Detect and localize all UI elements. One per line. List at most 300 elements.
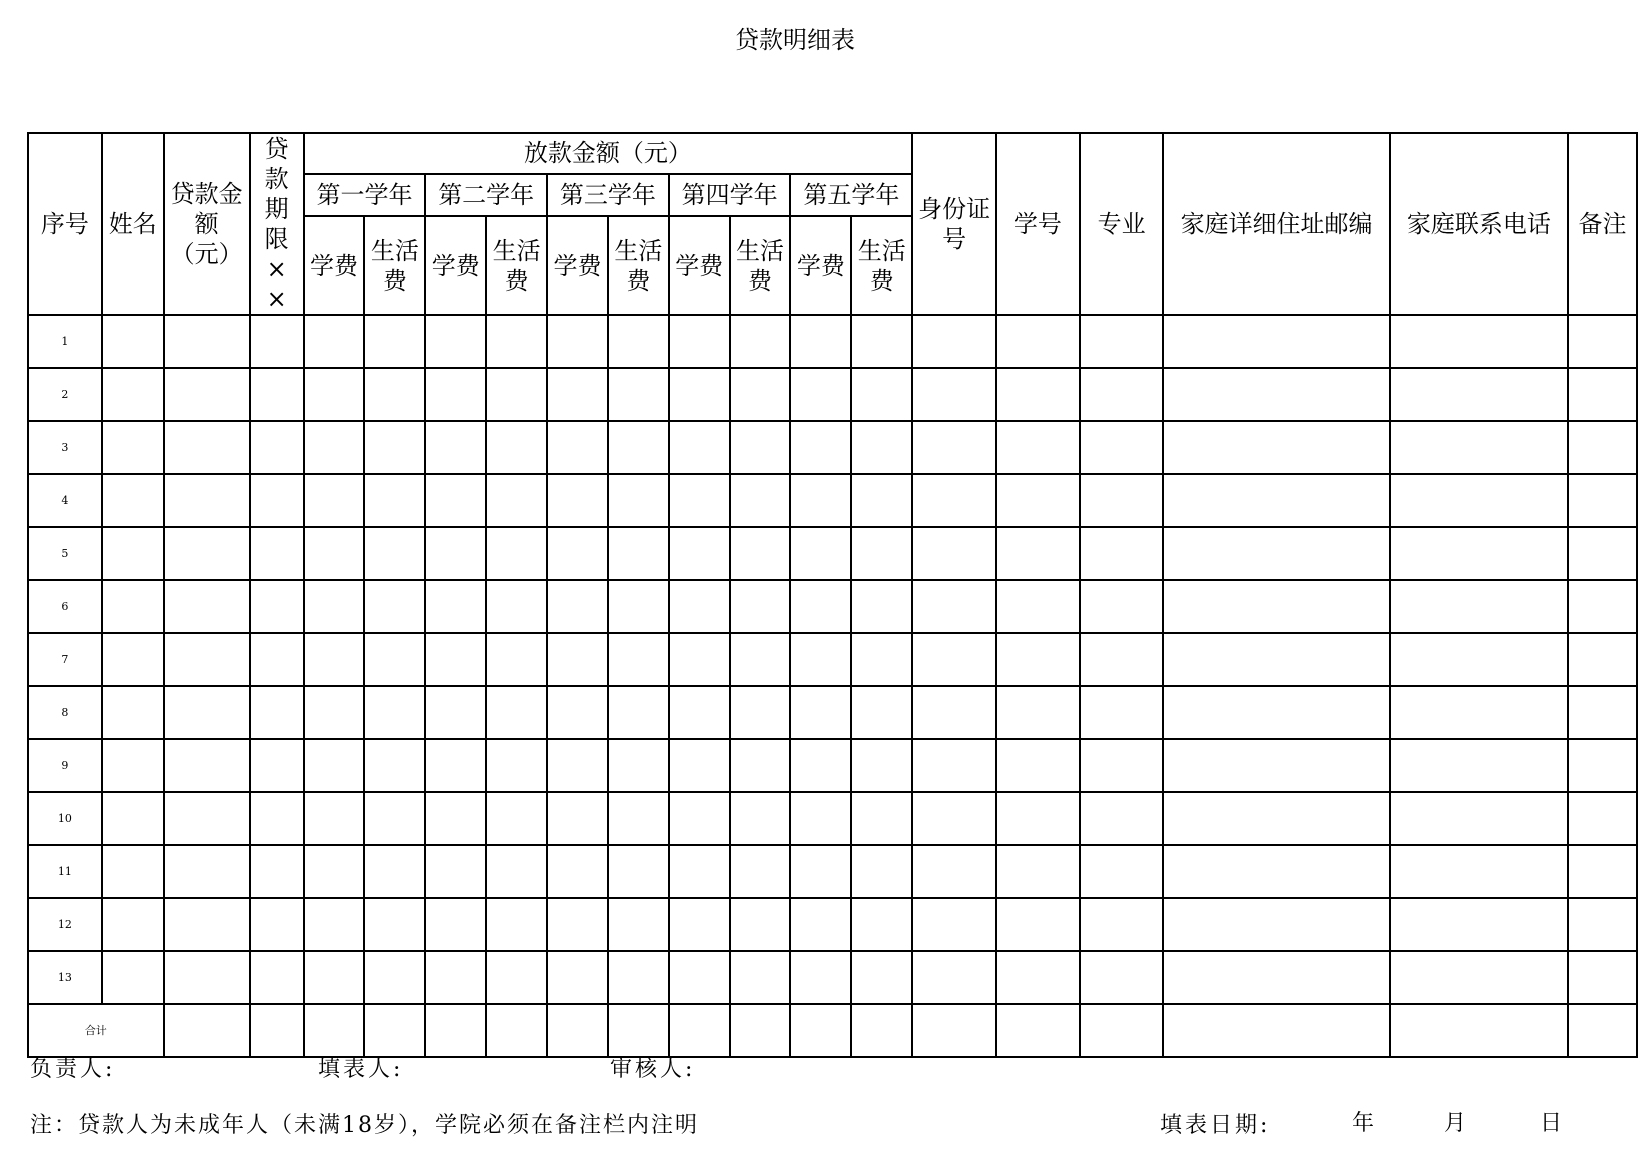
table-row xyxy=(28,421,1637,474)
table-cell xyxy=(1568,633,1637,686)
table-cell xyxy=(851,368,912,421)
table-cell xyxy=(851,951,912,1004)
table-cell xyxy=(1163,633,1389,686)
table-cell xyxy=(164,686,250,739)
table-cell xyxy=(364,633,425,686)
table-row xyxy=(28,527,1637,580)
table-cell xyxy=(547,898,608,951)
table-cell xyxy=(486,739,547,792)
table-cell xyxy=(912,686,996,739)
table-cell xyxy=(1390,421,1568,474)
table-cell xyxy=(547,315,608,368)
table-row xyxy=(28,474,1637,527)
table-cell xyxy=(912,845,996,898)
header-year-1: 第一学年 xyxy=(304,174,426,216)
table-cell xyxy=(730,898,791,951)
table-cell xyxy=(1163,951,1389,1004)
table-cell xyxy=(912,792,996,845)
footer-reviewer: 审核人: xyxy=(610,1057,696,1082)
table-cell xyxy=(486,633,547,686)
table-cell xyxy=(608,951,669,1004)
table-cell xyxy=(425,315,486,368)
table-cell xyxy=(304,686,365,739)
table-cell xyxy=(164,792,250,845)
table-cell xyxy=(1163,686,1389,739)
table-cell xyxy=(364,527,425,580)
row-number: 13 xyxy=(28,951,102,1004)
table-cell xyxy=(547,527,608,580)
table-cell xyxy=(102,739,164,792)
table-cell xyxy=(1080,633,1164,686)
table-cell xyxy=(608,421,669,474)
table-cell xyxy=(486,951,547,1004)
table-cell xyxy=(790,527,851,580)
table-cell xyxy=(1390,474,1568,527)
table-cell xyxy=(790,421,851,474)
table-cell xyxy=(304,368,365,421)
table-cell xyxy=(912,315,996,368)
table-cell xyxy=(1163,1004,1389,1057)
table-cell xyxy=(304,845,365,898)
table-cell xyxy=(304,898,365,951)
header-id-number xyxy=(912,133,996,315)
table-cell xyxy=(102,474,164,527)
table-cell xyxy=(1390,315,1568,368)
table-cell xyxy=(912,898,996,951)
header-tuition: 学费 xyxy=(790,216,851,315)
row-number: 7 xyxy=(28,633,102,686)
table-cell xyxy=(1080,686,1164,739)
table-cell xyxy=(304,474,365,527)
table-row xyxy=(28,368,1637,421)
table-cell xyxy=(486,580,547,633)
row-number: 5 xyxy=(28,527,102,580)
table-cell xyxy=(1390,845,1568,898)
row-number: 8 xyxy=(28,686,102,739)
table-cell xyxy=(669,951,730,1004)
table-cell xyxy=(486,421,547,474)
table-cell xyxy=(364,580,425,633)
table-cell xyxy=(1568,315,1637,368)
table-cell xyxy=(669,580,730,633)
table-cell xyxy=(102,527,164,580)
table-cell xyxy=(1390,898,1568,951)
table-cell xyxy=(1163,474,1389,527)
table-cell xyxy=(996,898,1080,951)
table-cell xyxy=(730,368,791,421)
header-tuition: 学费 xyxy=(304,216,365,315)
table-cell xyxy=(851,580,912,633)
table-cell xyxy=(1390,633,1568,686)
table-cell xyxy=(669,315,730,368)
table-cell xyxy=(364,474,425,527)
table-cell xyxy=(1390,527,1568,580)
table-cell xyxy=(364,739,425,792)
table-cell xyxy=(790,898,851,951)
table-cell xyxy=(425,474,486,527)
table-cell xyxy=(547,633,608,686)
table-cell xyxy=(1390,1004,1568,1057)
table-row xyxy=(28,739,1637,792)
header-living: 生活费 xyxy=(851,216,912,315)
header-year-3: 第三学年 xyxy=(547,174,669,216)
table-cell xyxy=(364,792,425,845)
table-cell xyxy=(1390,792,1568,845)
table-cell xyxy=(1163,845,1389,898)
table-cell xyxy=(1163,421,1389,474)
table-cell xyxy=(102,633,164,686)
row-number: 1 xyxy=(28,315,102,368)
table-cell xyxy=(669,792,730,845)
table-cell xyxy=(669,368,730,421)
table-cell xyxy=(1080,1004,1164,1057)
table-cell xyxy=(851,315,912,368)
table-row xyxy=(28,845,1637,898)
header-id-number-text: 身份证号 xyxy=(918,195,991,253)
table-cell xyxy=(486,898,547,951)
table-cell xyxy=(912,580,996,633)
table-cell xyxy=(851,739,912,792)
table-cell xyxy=(912,527,996,580)
table-cell xyxy=(996,474,1080,527)
table-cell xyxy=(608,368,669,421)
table-cell xyxy=(1163,580,1389,633)
table-cell xyxy=(912,474,996,527)
table-cell xyxy=(164,315,250,368)
table-cell xyxy=(608,686,669,739)
table-cell xyxy=(164,1004,250,1057)
footer-responsible: 负责人: xyxy=(30,1057,116,1082)
table-cell xyxy=(996,633,1080,686)
table-cell xyxy=(1568,845,1637,898)
table-row xyxy=(28,898,1637,951)
row-number: 10 xyxy=(28,792,102,845)
table-cell xyxy=(547,686,608,739)
table-cell xyxy=(669,686,730,739)
row-number: 12 xyxy=(28,898,102,951)
page-title: 贷款明细表 xyxy=(735,26,855,54)
table-cell xyxy=(164,739,250,792)
table-cell xyxy=(102,845,164,898)
table-cell xyxy=(730,421,791,474)
table-cell xyxy=(790,315,851,368)
table-cell xyxy=(547,845,608,898)
table-cell xyxy=(364,951,425,1004)
table-cell xyxy=(1080,527,1164,580)
table-cell xyxy=(790,739,851,792)
table-cell xyxy=(250,898,304,951)
table-cell xyxy=(364,845,425,898)
table-cell xyxy=(164,527,250,580)
table-cell xyxy=(730,527,791,580)
header-loan-amount xyxy=(164,133,250,315)
table-cell xyxy=(1080,739,1164,792)
table-cell xyxy=(608,898,669,951)
table-cell xyxy=(425,792,486,845)
table-cell xyxy=(996,951,1080,1004)
table-cell xyxy=(608,315,669,368)
table-cell xyxy=(1080,368,1164,421)
table-cell xyxy=(1080,474,1164,527)
table-cell xyxy=(1163,792,1389,845)
table-cell xyxy=(250,1004,304,1057)
table-cell xyxy=(996,739,1080,792)
header-remarks: 备注 xyxy=(1568,133,1637,315)
table-cell xyxy=(730,315,791,368)
table-cell xyxy=(669,421,730,474)
table-cell xyxy=(1568,580,1637,633)
header-phone: 家庭联系电话 xyxy=(1390,133,1568,315)
table-cell xyxy=(304,527,365,580)
row-number: 6 xyxy=(28,580,102,633)
table-cell xyxy=(425,368,486,421)
table-cell xyxy=(1163,368,1389,421)
table-cell xyxy=(164,368,250,421)
table-cell xyxy=(669,474,730,527)
table-cell xyxy=(996,527,1080,580)
table-cell xyxy=(364,315,425,368)
table-row xyxy=(28,633,1637,686)
table-cell xyxy=(912,739,996,792)
table-cell xyxy=(730,580,791,633)
table-cell xyxy=(912,421,996,474)
table-cell xyxy=(1568,951,1637,1004)
table-cell xyxy=(790,368,851,421)
table-cell xyxy=(425,898,486,951)
footer-year: 年 xyxy=(1352,1111,1378,1136)
footer-day: 日 xyxy=(1540,1111,1566,1136)
header-living: 生活费 xyxy=(486,216,547,315)
table-row xyxy=(28,315,1637,368)
table-cell xyxy=(547,739,608,792)
table-cell xyxy=(304,951,365,1004)
table-cell xyxy=(1163,527,1389,580)
header-living: 生活费 xyxy=(608,216,669,315)
header-year-2: 第二学年 xyxy=(425,174,547,216)
table-cell xyxy=(1080,845,1164,898)
table-cell xyxy=(996,421,1080,474)
table-cell xyxy=(425,845,486,898)
row-number: 2 xyxy=(28,368,102,421)
table-cell xyxy=(304,792,365,845)
table-cell xyxy=(547,368,608,421)
header-loan-amount-text: 贷款金额（元） xyxy=(170,180,243,268)
table-cell xyxy=(250,951,304,1004)
table-cell xyxy=(250,474,304,527)
table-cell xyxy=(547,951,608,1004)
table-cell xyxy=(250,315,304,368)
table-row xyxy=(28,951,1637,1004)
table-cell xyxy=(730,686,791,739)
header-tuition: 学费 xyxy=(425,216,486,315)
table-cell xyxy=(608,845,669,898)
table-cell xyxy=(608,792,669,845)
table-cell xyxy=(547,421,608,474)
table-cell xyxy=(1163,898,1389,951)
table-cell xyxy=(1568,474,1637,527)
table-cell xyxy=(1568,421,1637,474)
table-cell xyxy=(1568,1004,1637,1057)
table-cell xyxy=(1568,739,1637,792)
table-cell xyxy=(250,368,304,421)
table-cell xyxy=(730,951,791,1004)
table-cell xyxy=(304,315,365,368)
header-tuition: 学费 xyxy=(547,216,608,315)
table-cell xyxy=(996,686,1080,739)
table-cell xyxy=(425,951,486,1004)
table-cell xyxy=(1390,739,1568,792)
table-cell xyxy=(1080,898,1164,951)
table-cell xyxy=(790,845,851,898)
header-year-5: 第五学年 xyxy=(790,174,912,216)
table-cell xyxy=(486,527,547,580)
table-cell xyxy=(547,792,608,845)
row-number: 4 xyxy=(28,474,102,527)
table-cell xyxy=(608,633,669,686)
footer-filler: 填表人: xyxy=(318,1057,404,1082)
table-cell xyxy=(102,421,164,474)
table-cell xyxy=(102,686,164,739)
table-cell xyxy=(730,792,791,845)
table-cell xyxy=(250,845,304,898)
table-cell xyxy=(851,421,912,474)
table-cell xyxy=(790,474,851,527)
table-cell xyxy=(250,739,304,792)
table-cell xyxy=(102,898,164,951)
table-cell xyxy=(730,845,791,898)
table-cell xyxy=(1390,580,1568,633)
table-cell xyxy=(364,1004,425,1057)
total-label: 合计 xyxy=(28,1004,164,1057)
table-cell xyxy=(164,845,250,898)
table-cell xyxy=(1080,315,1164,368)
table-cell xyxy=(1390,686,1568,739)
table-cell xyxy=(912,368,996,421)
table-cell xyxy=(250,421,304,474)
table-cell xyxy=(1163,739,1389,792)
table-cell xyxy=(364,421,425,474)
table-cell xyxy=(1390,951,1568,1004)
table-cell xyxy=(486,1004,547,1057)
table-row xyxy=(28,686,1637,739)
table-cell xyxy=(996,368,1080,421)
table-cell xyxy=(912,633,996,686)
table-cell xyxy=(996,580,1080,633)
table-cell xyxy=(1568,792,1637,845)
table-cell xyxy=(669,527,730,580)
table-cell xyxy=(1080,580,1164,633)
table-cell xyxy=(1080,421,1164,474)
table-cell xyxy=(1080,951,1164,1004)
table-cell xyxy=(851,1004,912,1057)
table-cell xyxy=(996,792,1080,845)
table-cell xyxy=(790,686,851,739)
table-cell xyxy=(250,686,304,739)
table-cell xyxy=(304,739,365,792)
table-cell xyxy=(912,1004,996,1057)
table-cell xyxy=(364,368,425,421)
table-cell xyxy=(486,792,547,845)
loan-detail-table xyxy=(27,132,1638,1058)
table-cell xyxy=(851,792,912,845)
table-cell xyxy=(790,580,851,633)
table-cell xyxy=(102,792,164,845)
header-disbursement: 放款金额（元） xyxy=(304,133,913,174)
footer-note: 注：贷款人为未成年人（未满18岁），学院必须在备注栏内注明 xyxy=(30,1113,699,1138)
table-cell xyxy=(996,845,1080,898)
header-loan-term xyxy=(250,133,304,315)
table-row xyxy=(28,792,1637,845)
table-cell xyxy=(851,898,912,951)
table-cell xyxy=(547,474,608,527)
table-cell xyxy=(425,1004,486,1057)
table-cell xyxy=(164,633,250,686)
table-cell xyxy=(912,951,996,1004)
table-cell xyxy=(364,898,425,951)
row-number: 11 xyxy=(28,845,102,898)
table-cell xyxy=(608,1004,669,1057)
table-cell xyxy=(669,633,730,686)
header-tuition: 学费 xyxy=(669,216,730,315)
table-cell xyxy=(669,898,730,951)
table-cell xyxy=(304,633,365,686)
table-cell xyxy=(851,845,912,898)
table-cell xyxy=(486,315,547,368)
table-cell xyxy=(425,633,486,686)
header-student-id: 学号 xyxy=(996,133,1080,315)
table-cell xyxy=(102,368,164,421)
table-cell xyxy=(364,686,425,739)
table-cell xyxy=(790,792,851,845)
header-year-4: 第四学年 xyxy=(669,174,791,216)
table-cell xyxy=(304,421,365,474)
header-seq: 序号 xyxy=(28,133,102,315)
header-living: 生活费 xyxy=(730,216,791,315)
table-cell xyxy=(547,580,608,633)
table-cell xyxy=(1568,686,1637,739)
table-body xyxy=(28,315,1637,1057)
table-cell xyxy=(164,951,250,1004)
table-cell xyxy=(1568,898,1637,951)
table-cell xyxy=(730,739,791,792)
table-cell xyxy=(996,1004,1080,1057)
total-row xyxy=(28,1004,1637,1057)
table-cell xyxy=(250,527,304,580)
table-cell xyxy=(996,315,1080,368)
table-cell xyxy=(250,792,304,845)
table-cell xyxy=(486,368,547,421)
table-cell xyxy=(851,527,912,580)
footer-date-label: 填表日期: xyxy=(1160,1113,1271,1138)
table-cell xyxy=(730,633,791,686)
header-loan-term-text: 贷款期限×× xyxy=(264,135,289,313)
table-cell xyxy=(608,474,669,527)
header-name: 姓名 xyxy=(102,133,164,315)
footer-month: 月 xyxy=(1444,1111,1470,1136)
table-cell xyxy=(425,739,486,792)
table-cell xyxy=(1080,792,1164,845)
table-cell xyxy=(102,951,164,1004)
table-cell xyxy=(608,739,669,792)
table-cell xyxy=(730,1004,791,1057)
table-cell xyxy=(547,1004,608,1057)
table-cell xyxy=(1390,368,1568,421)
table-cell xyxy=(250,633,304,686)
table-cell xyxy=(164,580,250,633)
table-cell xyxy=(164,898,250,951)
table-cell xyxy=(304,1004,365,1057)
table-cell xyxy=(425,421,486,474)
